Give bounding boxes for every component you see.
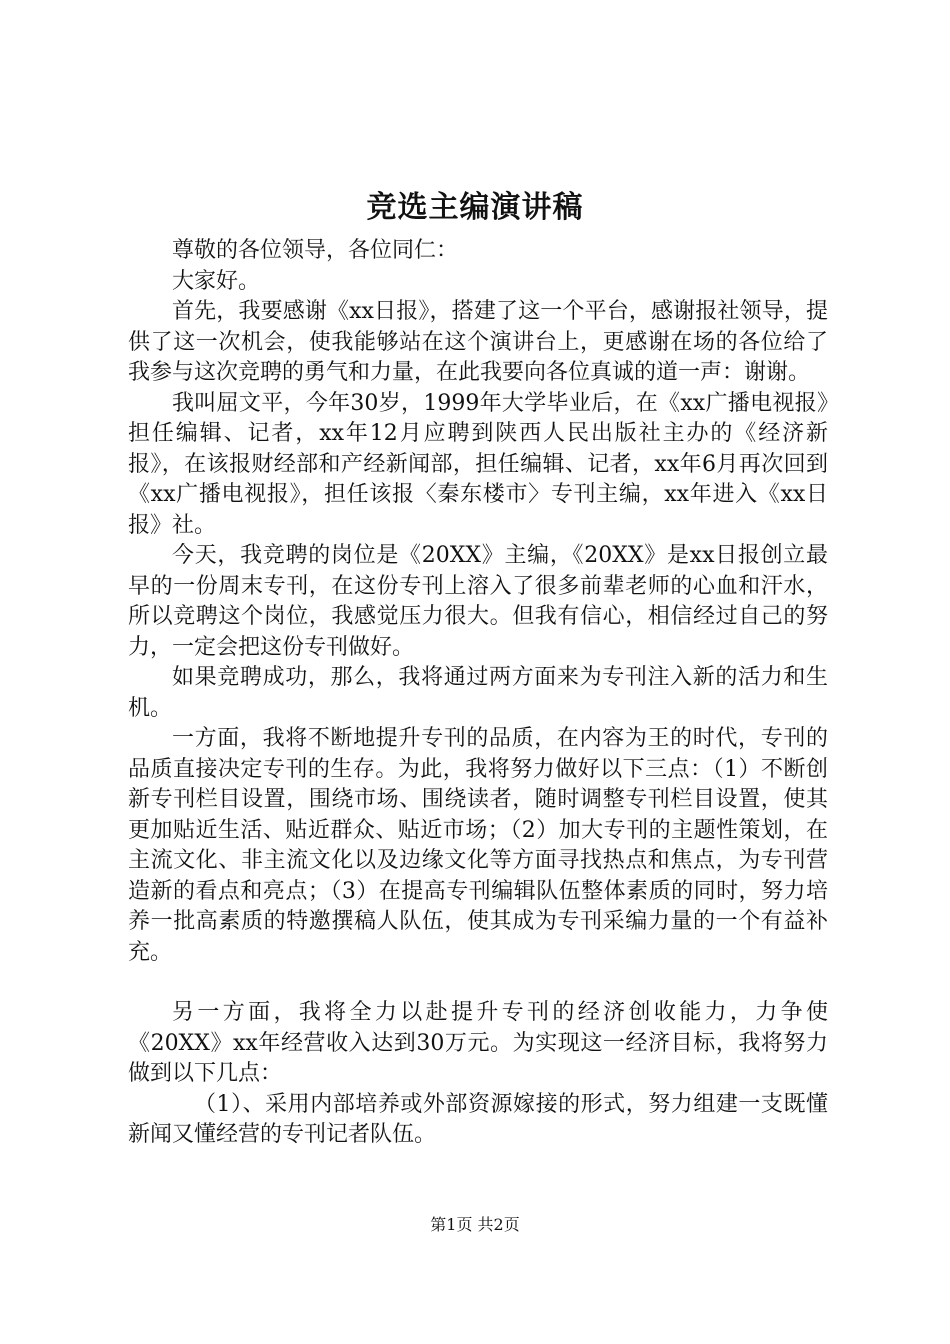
paragraph-revenue-plan: 另一方面，我将全力以赴提升专刊的经济创收能力，力争使《20XX》xx年经营收入达到30万元。为实现这一经济目标，我将努力做到以下几点： [128, 1000, 828, 1086]
paragraph-thanks: 首先，我要感谢《xx日报》，搭建了这一个平台，感谢报社领导，提供了这一次机会，使我能够站在这个演讲台上，更感谢在场的各位给了我参与这次竞聘的勇气和力量，在此我要向各位真诚的道一声：谢谢。 [128, 299, 828, 385]
document-body [128, 236, 828, 1151]
paragraph-self-introduction: 我叫屈文平，今年30岁，1999年大学毕业后，在《xx广播电视报》担任编辑、记者，xx年12月应聘到陕西人民出版社主办的《经济新报》，在该报财经部和产经新闻部，担任编辑、记者，xx年6月再次回到《xx广播电视报》，担任该报〈秦东楼市〉专刊主编，xx年进入《xx日报》社。 [128, 390, 828, 538]
paragraph-quality-plan: 一方面，我将不断地提升专刊的品质，在内容为王的时代，专刊的品质直接决定专刊的生存。为此，我将努力做好以下三点：（1）不断创新专刊栏目设置，围绕市场、围绕读者，随时调整专刊栏目设置，使其更加贴近生活、贴近群众、贴近市场；（2）加大专刊的主题性策划，在主流文化、非主流文化以及边缘文化等方面寻找热点和焦点，为专刊营造新的看点和亮点；（3）在提高专刊编辑队伍整体素质的同时，努力培养一批高素质的特邀撰稿人队伍，使其成为专刊采编力量的一个有益补充。 [128, 726, 828, 965]
document-title: 竞选主编演讲稿 [366, 190, 584, 225]
page-footer: 第1页 共2页 [430, 1215, 520, 1234]
paragraph-revenue-point-1: （1）、采用内部培养或外部资源嫁接的形式，努力组建一支既懂新闻又懂经营的专刊记者队伍。 [128, 1091, 828, 1147]
paragraph-position: 今天，我竞聘的岗位是《20XX》主编，《20XX》是xx日报创立最早的一份周末专刊，在这份专刊上溶入了很多前辈老师的心血和汗水，所以竞聘这个岗位，我感觉压力很大。但我有信心，相信经过自己的努力，一定会把这份专刊做好。 [128, 543, 828, 660]
paragraph-greeting: 大家好。 [172, 268, 261, 294]
paragraph-plan-intro: 如果竞聘成功，那么，我将通过两方面来为专刊注入新的活力和生机。 [128, 665, 828, 721]
paragraph-salutation: 尊敬的各位领导，各位同仁： [172, 238, 459, 263]
paragraph-gap [128, 968, 828, 998]
